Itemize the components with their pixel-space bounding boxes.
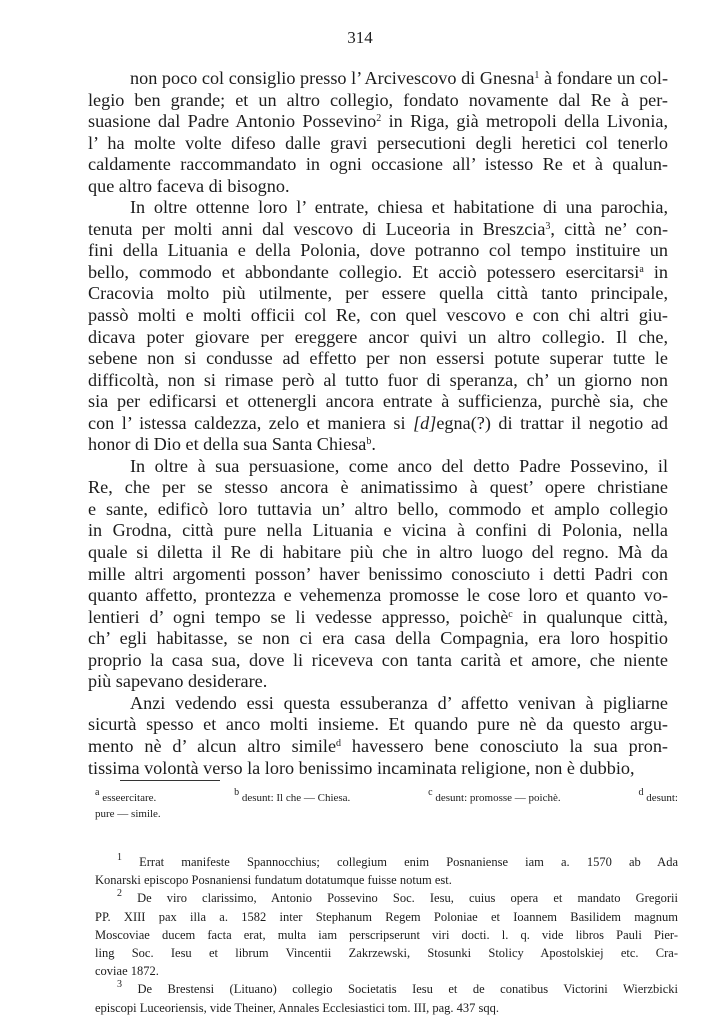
text-line: [88, 133, 668, 155]
text-line: [95, 853, 678, 871]
text-segment: con l’ istessa caldezza, zelo et maniera si: [88, 412, 414, 433]
text-line: [88, 111, 668, 133]
apparatus-note-d: $^d$ desunt:: [638, 787, 678, 804]
footnote-separator: [120, 780, 220, 781]
text-segment: fini della Lituania e della Polonia, dove potranno col tempo instituire un: [88, 240, 668, 261]
text-line: [88, 327, 668, 349]
text-line: [88, 607, 668, 629]
text-line: [88, 520, 668, 542]
note-marker: 2: [376, 113, 382, 125]
text-line: [88, 90, 668, 112]
text-segment: In oltre à sua persuasione, come anco del detto Padre Possevino, il: [130, 455, 668, 476]
paragraph: [88, 68, 668, 197]
main-text: [88, 68, 668, 779]
apparatus-note-b: $^b$ desunt: Il che — Chiesa.: [234, 787, 351, 804]
footnote: [95, 889, 678, 980]
text-segment: più sapevano desiderare.: [88, 671, 268, 692]
text-line: [88, 370, 668, 392]
text-line: [88, 391, 668, 413]
text-line: [88, 693, 668, 715]
text-line: [95, 889, 678, 907]
note-marker: 2: [117, 888, 122, 900]
note-marker: d: [336, 737, 342, 749]
text-segment: Konarski episcopo Posnaniensi fundatum dotatumque fuisse notum est.: [95, 873, 452, 888]
text-segment: coviae 1872.: [95, 964, 159, 979]
text-segment: bello, commodo et abbondante collegio. Et acciò potessero esercitarsi: [88, 261, 640, 282]
text-line: [88, 628, 668, 650]
text-segment: caldamente raccommandato in ogni occasione all’ istesso Re et à qualun-: [88, 154, 668, 175]
note-marker: 3: [545, 220, 551, 232]
note-marker: 3: [117, 979, 122, 991]
text-segment: ch’ egli habitasse, se non ci era casa della Compagnia, era loro hospitio: [88, 628, 668, 649]
text-segment: sicurtà spesso et anco molti insieme. Et quando pure nè da questo argu-: [88, 714, 668, 735]
text-segment: egna(?) di trattar il negotio ad: [436, 412, 668, 433]
apparatus-note-c: $^c$ desunt: promosse — poichè.: [428, 787, 561, 804]
footnote: [95, 853, 678, 889]
text-segment: honor di Dio et della sua Santa Chiesa: [88, 434, 367, 455]
apparatus-row: [95, 787, 678, 806]
text-segment: in Grodna, città pure nella Lituania e vicina à confini di Polonia, nella: [88, 520, 668, 541]
text-segment: De viro clarissimo, Antonio Possevino Soc. Iesu, cuius opera et mandato Gregorii: [122, 891, 678, 906]
text-segment: mento nè d’ alcun altro simile: [88, 735, 337, 756]
apparatus-note-d-continued: pure — simile.: [95, 808, 161, 820]
critical-apparatus: [95, 787, 678, 822]
text-segment: Moscoviae ducem facta erat, multa iam perscripserunt viri docti. l. q. vide libros Pauli Pier-: [95, 927, 678, 942]
text-segment: ling Soc. Iesu et librum Vincentii Zakrzewski, Stosunki Stolicy Apostolskiej etc. Cra-: [95, 946, 678, 961]
text-segment: Errat manifeste Spannocchius; collegium enim Posnaniense iam a. 1570 ab Ada: [122, 855, 678, 869]
text-segment: , città ne’ con-: [550, 218, 669, 239]
text-line: [88, 542, 668, 564]
note-marker: a: [639, 263, 644, 275]
text-segment: in: [643, 261, 668, 282]
text-segment: Anzi vedendo essi questa essuberanza d’ affetto venivan à pigliarne: [130, 692, 668, 713]
text-line: [95, 999, 678, 1017]
paragraph: [88, 693, 668, 779]
text-line: [88, 434, 668, 456]
text-segment: difficoltà, non si rimase però al tutto fuor di speranza, ch’ un giorno non: [88, 369, 668, 390]
text-segment: episcopi Luceoriensis, vide Theiner, Annales Ecclesiastici tom. III, pag. 437 sqq.: [95, 1000, 500, 1015]
page-number: 314: [347, 28, 373, 47]
text-segment: lentieri d’ ogni tempo se li vedesse appresso, poichè: [88, 606, 509, 627]
note-marker: c: [508, 608, 513, 620]
text-segment: suasione dal Padre Antonio Possevino: [88, 111, 377, 132]
text-line: [88, 240, 668, 262]
text-line: [95, 980, 678, 998]
text-line: [88, 650, 668, 672]
text-segment: proprio la casa sua, dove li riceveva con tanta carità et amore, che niente: [88, 649, 668, 670]
text-segment: legio ben grande; et un altro collegio, fondato novamente dal Re à per-: [88, 89, 668, 110]
text-segment: quale si diletta il Re di habitare più che in altro luogo del regno. Mà da: [88, 542, 668, 563]
text-segment: .: [371, 434, 376, 455]
text-segment: mille altri argomenti posson’ haver benissimo conosciuto i detti Padri con: [88, 563, 668, 584]
text-segment: Cracovia molto più utilmente, per essere quella città tanto principale,: [88, 283, 668, 304]
text-line: [88, 499, 668, 521]
text-segment: quanto affetto, prontezza e vehemenza promosse le cose loro et quanto vo-: [88, 585, 668, 606]
text-segment: Re, che per se stesso ancora è animatissimo à quest’ opere christiane: [88, 477, 668, 498]
text-line: [88, 736, 668, 758]
text-segment: De Brestensi (Lituano) collegio Societatis Iesu et de conatibus Victorini Wierzbicki: [122, 982, 678, 997]
text-line: [88, 714, 668, 736]
text-line: [88, 671, 668, 693]
text-line: [95, 871, 678, 889]
text-segment: que altro faceva di bisogno.: [88, 175, 290, 196]
text-segment: [d]: [413, 412, 437, 433]
text-line: [95, 962, 678, 980]
text-line: [88, 197, 668, 219]
text-segment: non poco col consiglio presso l’ Arcivescovo di Gnesna: [130, 68, 535, 88]
note-marker: b: [366, 436, 372, 448]
text-segment: PP. XIII pax illa a. 1582 inter Stephanum Regem Poloniae et Ioannem Basilidem magnum: [95, 909, 678, 924]
text-segment: tenuta per molti anni dal vescovo di Luceoria in Breszcia: [88, 218, 546, 239]
text-line: [88, 154, 668, 176]
text-line: [88, 585, 668, 607]
text-line: [95, 908, 678, 926]
apparatus-note-a: $^a$ esseercitare.: [95, 787, 157, 804]
text-segment: à fondare un col-: [539, 68, 668, 88]
text-segment: in qualunque città,: [512, 606, 668, 627]
text-line: [88, 456, 668, 478]
text-line: [88, 219, 668, 241]
text-line: [88, 68, 668, 90]
text-segment: passò molti e molti officii col Re, con quel vescovo e con chi altri giu-: [88, 305, 668, 326]
text-line: [95, 926, 678, 944]
text-segment: e sante, edificò loro tuttavia un’ altro bello, commodo et amplo collegio: [88, 498, 668, 519]
text-line: [88, 477, 668, 499]
text-line: [88, 283, 668, 305]
text-segment: In oltre ottenne loro l’ entrate, chiesa et habitatione di una parochia,: [130, 197, 668, 218]
text-line: [95, 944, 678, 962]
text-segment: sebene non si condusse ad effetto per non essersi potute superar tutte le: [88, 348, 668, 369]
text-segment: havessero bene conosciuto la sua pron-: [341, 735, 668, 756]
text-segment: l’ ha molte volte difeso dalle gravi persecutioni degli heretici col tenerlo: [88, 132, 668, 153]
footnote: [95, 980, 678, 1016]
footnotes: [95, 853, 678, 1017]
note-marker: 1: [534, 70, 540, 81]
text-line: [88, 176, 668, 198]
text-segment: in Riga, già metropoli della Livonia,: [381, 111, 668, 132]
text-segment: dicava poter giovare per ereggere ancor quivi un altro collegio. Il che,: [88, 326, 668, 347]
note-marker: 1: [117, 852, 122, 863]
text-line: [88, 262, 668, 284]
text-segment: sia per edificarsi et ottenergli ancora entrate à sufficienza, purchè sia, che: [88, 391, 668, 412]
text-line: [88, 413, 668, 435]
paragraph: [88, 456, 668, 693]
text-line: [88, 348, 668, 370]
text-line: [88, 758, 668, 780]
text-line: [88, 564, 668, 586]
text-line: [88, 305, 668, 327]
paragraph: [88, 197, 668, 456]
text-segment: tissima volontà verso la loro benissimo incaminata religione, non è dubbio,: [88, 757, 635, 778]
